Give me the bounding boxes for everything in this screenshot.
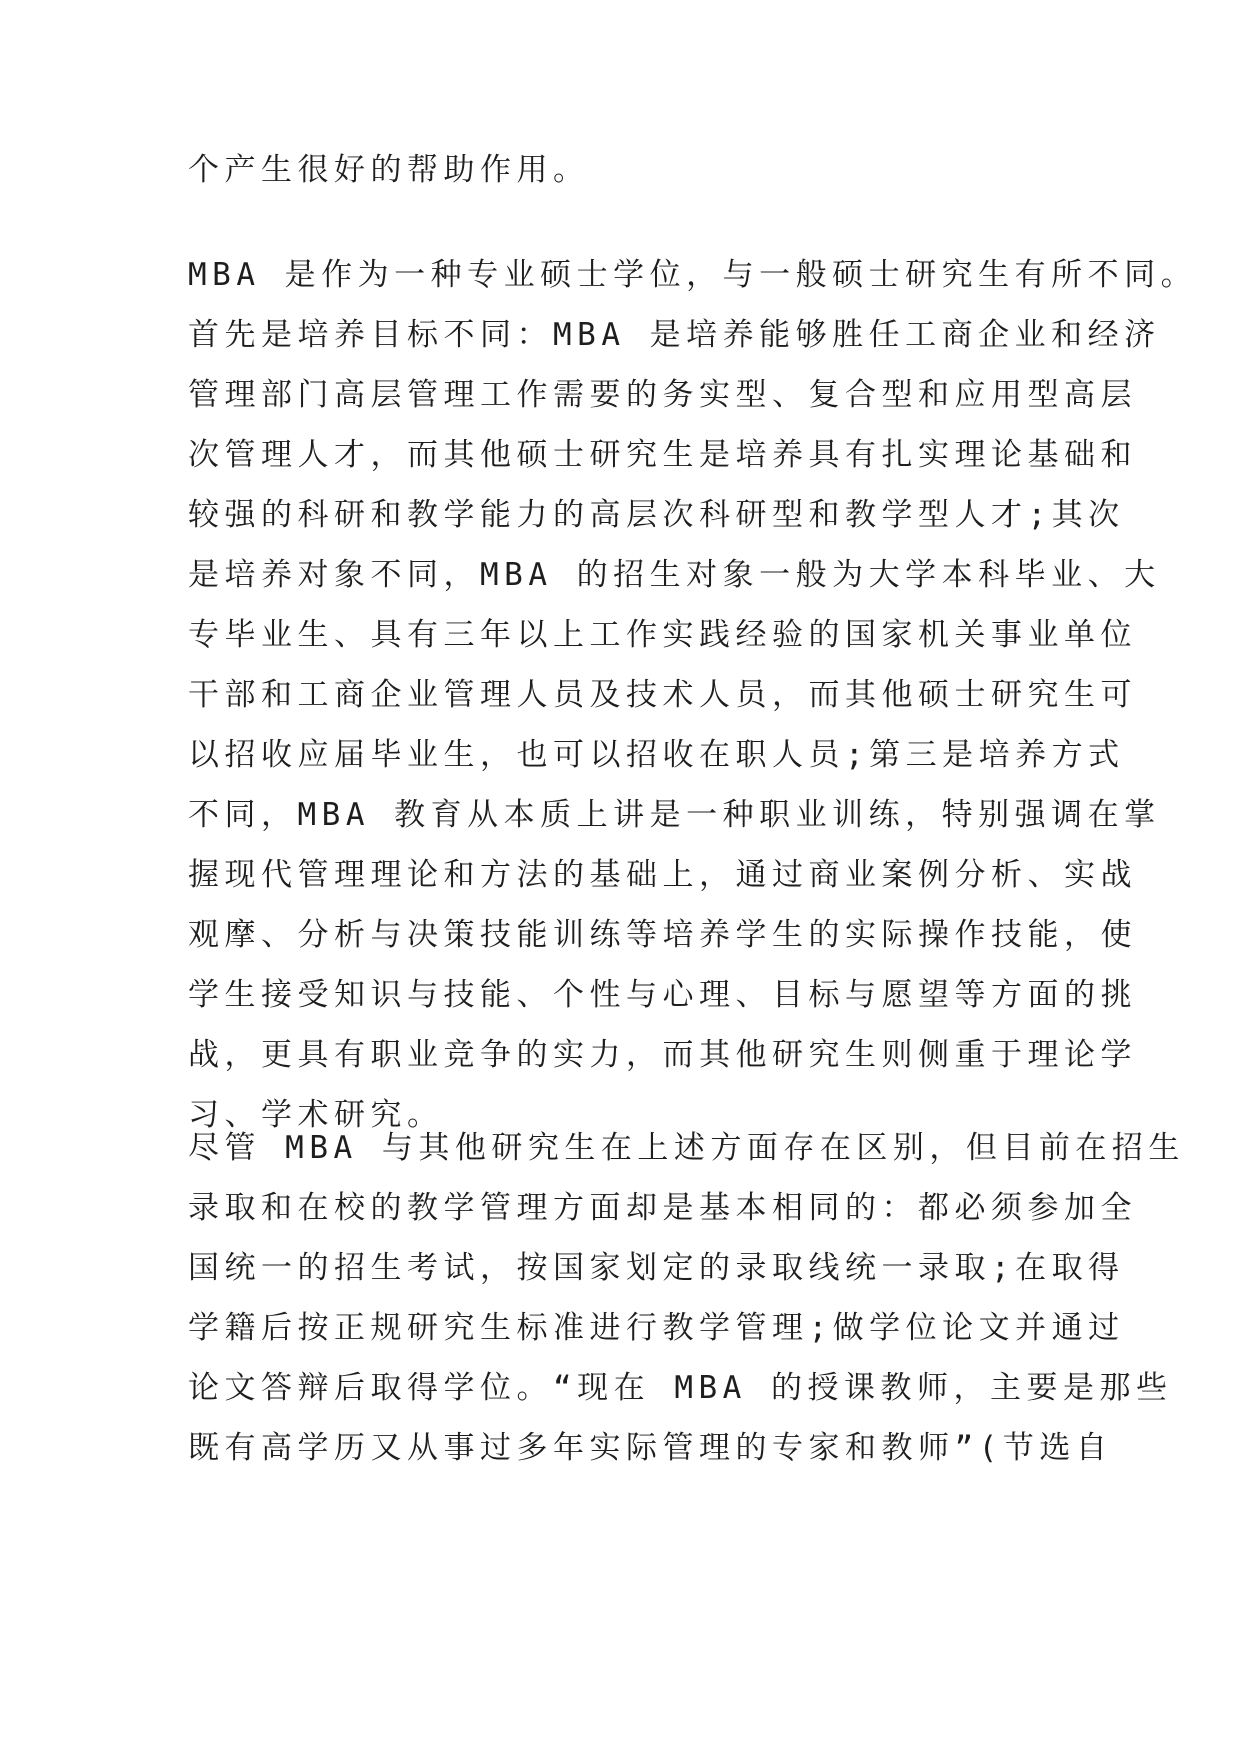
text-line: 尽管 MBA 与其他研究生在上述方面存在区别，但目前在招生 (188, 1130, 1185, 1166)
text-line: 既有高学历又从事过多年实际管理的专家和教师”(节选自 (188, 1430, 1113, 1466)
text-line: 不同，MBA 教育从本质上讲是一种职业训练，特别强调在掌 (188, 797, 1161, 833)
text-line: 录取和在校的教学管理方面却是基本相同的：都必须参加全 (188, 1190, 1137, 1226)
text-line: 观摩、分析与决策技能训练等培养学生的实际操作技能，使 (188, 917, 1137, 953)
text-line: MBA 是作为一种专业硕士学位，与一般硕士研究生有所不同。 (188, 257, 1198, 293)
text-line: 国统一的招生考试，按国家划定的录取线统一录取;在取得 (188, 1250, 1125, 1286)
text-line: 次管理人才，而其他硕士研究生是培养具有扎实理论基础和 (188, 437, 1137, 473)
text-line: 是培养对象不同，MBA 的招生对象一般为大学本科毕业、大 (188, 557, 1161, 593)
text-line: 首先是培养目标不同：MBA 是培养能够胜任工商企业和经济 (188, 317, 1161, 353)
text-line: 个产生很好的帮助作用。 (188, 152, 590, 188)
text-line: 习、学术研究。 (188, 1097, 444, 1133)
paragraph-1 (188, 140, 1068, 200)
text-line: 干部和工商企业管理人员及技术人员，而其他硕士研究生可 (188, 677, 1137, 713)
text-line: 管理部门高层管理工作需要的务实型、复合型和应用型高层 (188, 377, 1137, 413)
text-line: 握现代管理理论和方法的基础上，通过商业案例分析、实战 (188, 857, 1137, 893)
text-line: 学生接受知识与技能、个性与心理、目标与愿望等方面的挑 (188, 977, 1137, 1013)
text-line: 战，更具有职业竞争的实力，而其他研究生则侧重于理论学 (188, 1037, 1137, 1073)
text-line: 以招收应届毕业生，也可以招收在职人员;第三是培养方式 (188, 737, 1125, 773)
paragraph-2 (188, 245, 1198, 1145)
text-line: 论文答辩后取得学位。“现在 MBA 的授课教师，主要是那些 (188, 1370, 1173, 1406)
text-line: 专毕业生、具有三年以上工作实践经验的国家机关事业单位 (188, 617, 1137, 653)
text-line: 较强的科研和教学能力的高层次科研型和教学型人才;其次 (188, 497, 1125, 533)
text-line: 学籍后按正规研究生标准进行教学管理;做学位论文并通过 (188, 1310, 1125, 1346)
paragraph-3 (188, 1118, 1185, 1478)
